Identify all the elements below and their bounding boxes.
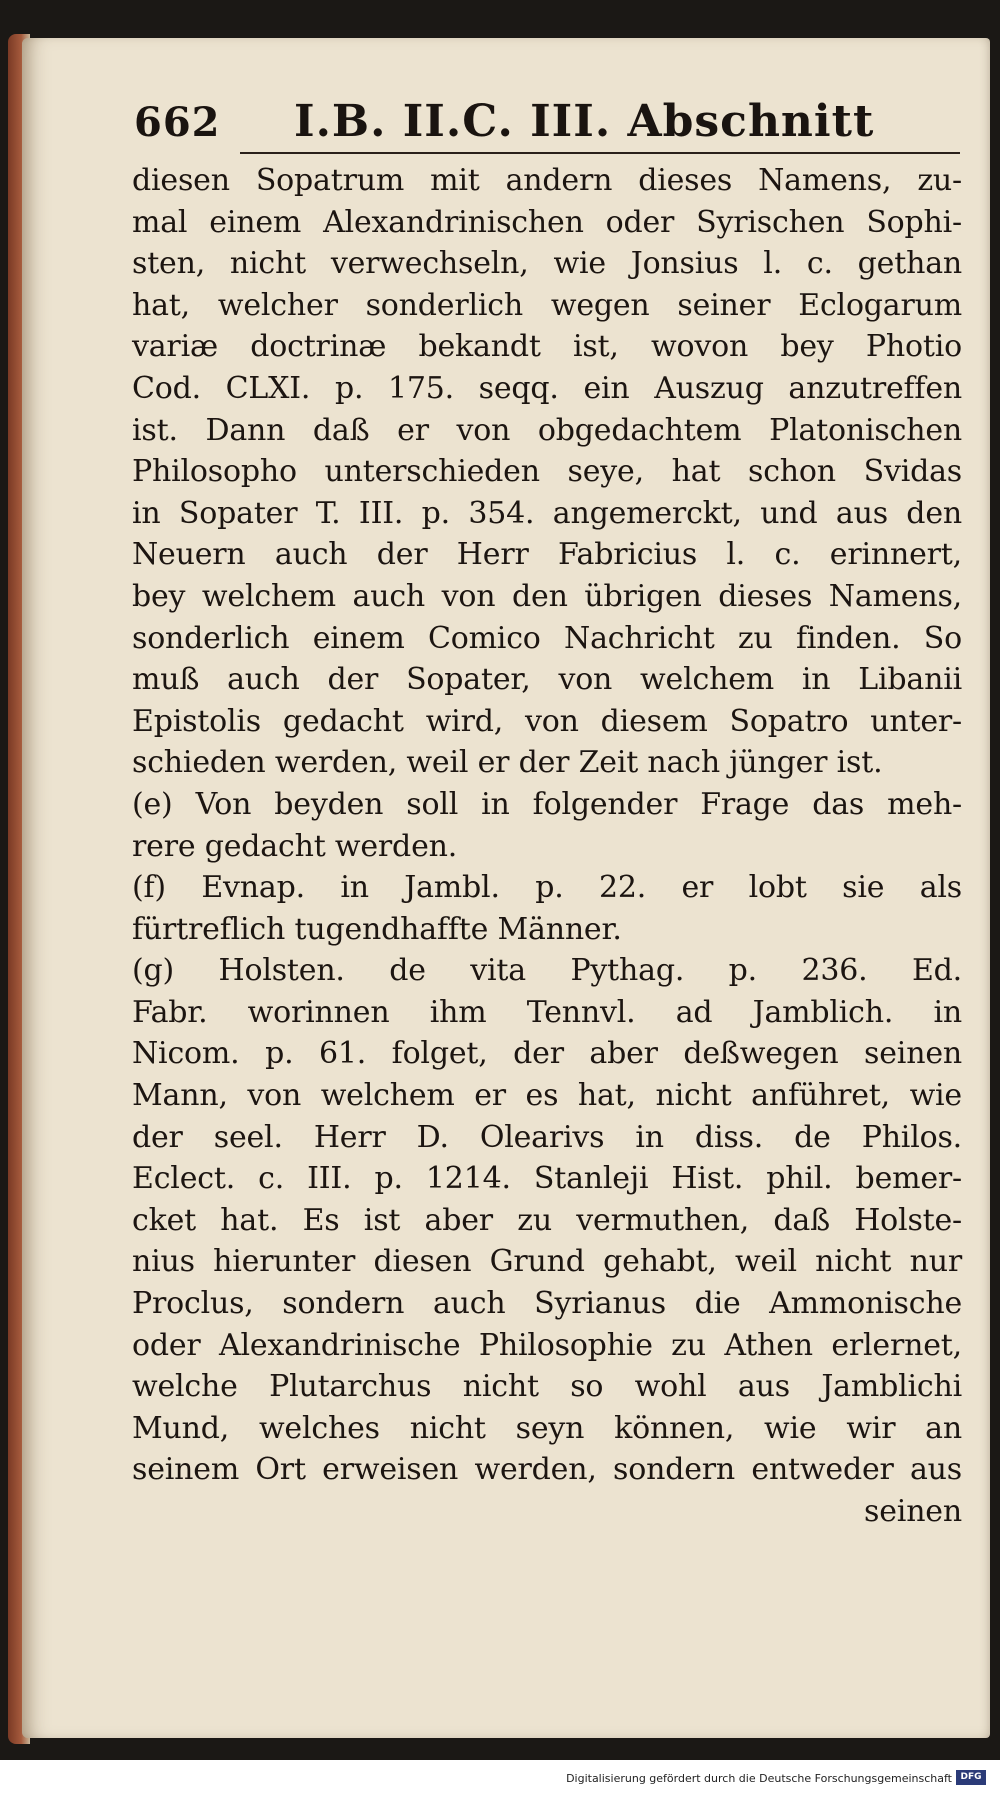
digitization-credit: Digitalisierung gefördert durch die Deutsche Forschungsgemeinschaft: [566, 1772, 952, 1785]
page-body: [132, 160, 962, 1533]
text-line: muß auch der Sopater, von welchem in Libanii: [132, 662, 962, 698]
text-line: bey welchem auch von den übrigen dieses Namens,: [132, 578, 962, 614]
text-line: schieden werden, weil er der Zeit nach jünger ist.: [132, 745, 883, 781]
footnote-e: (e) Von beyden soll in folgender Frage das meh-: [132, 786, 962, 822]
text-line: rere gedacht werden.: [132, 828, 458, 864]
text-line: variæ doctrinæ bekandt ist, wovon bey Photio: [132, 329, 962, 365]
text-line: Philosopho unterschieden seye, hat schon Svidas: [132, 454, 962, 490]
text-line: nius hierunter diesen Grund gehabt, weil nicht nur: [132, 1244, 962, 1280]
text-line: Mann, von welchem er es hat, nicht anführet, wie: [132, 1078, 962, 1114]
header-rule: [240, 152, 960, 154]
text-line: der seel. Herr D. Olearivs in diss. de Philos.: [132, 1119, 962, 1155]
text-line: mal einem Alexandrinischen oder Syrischen Sophi-: [132, 204, 962, 240]
text-line: welche Plutarchus nicht so wohl aus Jamblichi: [132, 1369, 962, 1405]
text-line: seinem Ort erweisen werden, sondern entweder aus: [132, 1452, 962, 1488]
text-line: sonderlich einem Comico Nachricht zu finden. So: [132, 620, 962, 656]
text-line: Eclect. c. III. p. 1214. Stanleji Hist. phil. bemer-: [132, 1161, 962, 1197]
text-line: fürtreflich tugendhaffte Männer.: [132, 911, 622, 947]
text-line: Nicom. p. 61. folget, der aber deßwegen seinen: [132, 1036, 962, 1072]
text-line: in Sopater T. III. p. 354. angemerckt, und aus den: [132, 495, 962, 531]
text-line: ist. Dann daß er von obgedachtem Platonischen: [132, 412, 962, 448]
dfg-logo: DFG: [956, 1770, 986, 1785]
text-line: hat, welcher sonderlich wegen seiner Eclogarum: [132, 287, 962, 323]
text-line: Epistolis gedacht wird, von diesem Sopatro unter-: [132, 703, 962, 739]
text-line: cket hat. Es ist aber zu vermuthen, daß Holste-: [132, 1202, 962, 1238]
text-line: diesen Sopatrum mit andern dieses Namens, zu-: [132, 163, 962, 198]
section-title: I.B. II.C. III. Abschnitt: [294, 96, 875, 147]
text-line: Fabr. worinnen ihm Tennvl. ad Jamblich. in: [132, 994, 962, 1030]
text-line: Proclus, sondern auch Syrianus die Ammonische: [132, 1286, 962, 1322]
text-line: oder Alexandrinische Philosophie zu Athen erlernet,: [132, 1327, 962, 1363]
text-line: sten, nicht verwechseln, wie Jonsius l. c. gethan: [132, 246, 962, 282]
footnote-g: (g) Holsten. de vita Pythag. p. 236. Ed.: [132, 953, 962, 989]
catchword: seinen: [864, 1494, 962, 1529]
running-head: [134, 96, 964, 152]
text-line: Cod. CLXI. p. 175. seqq. ein Auszug anzutreffen: [132, 370, 962, 406]
footnote-f: (f) Evnap. in Jambl. p. 22. er lobt sie als: [132, 870, 962, 906]
page-number: 662: [134, 99, 221, 146]
text-line: Mund, welches nicht seyn können, wie wir an: [132, 1410, 962, 1446]
text-line: Neuern auch der Herr Fabricius l. c. erinnert,: [132, 537, 962, 573]
